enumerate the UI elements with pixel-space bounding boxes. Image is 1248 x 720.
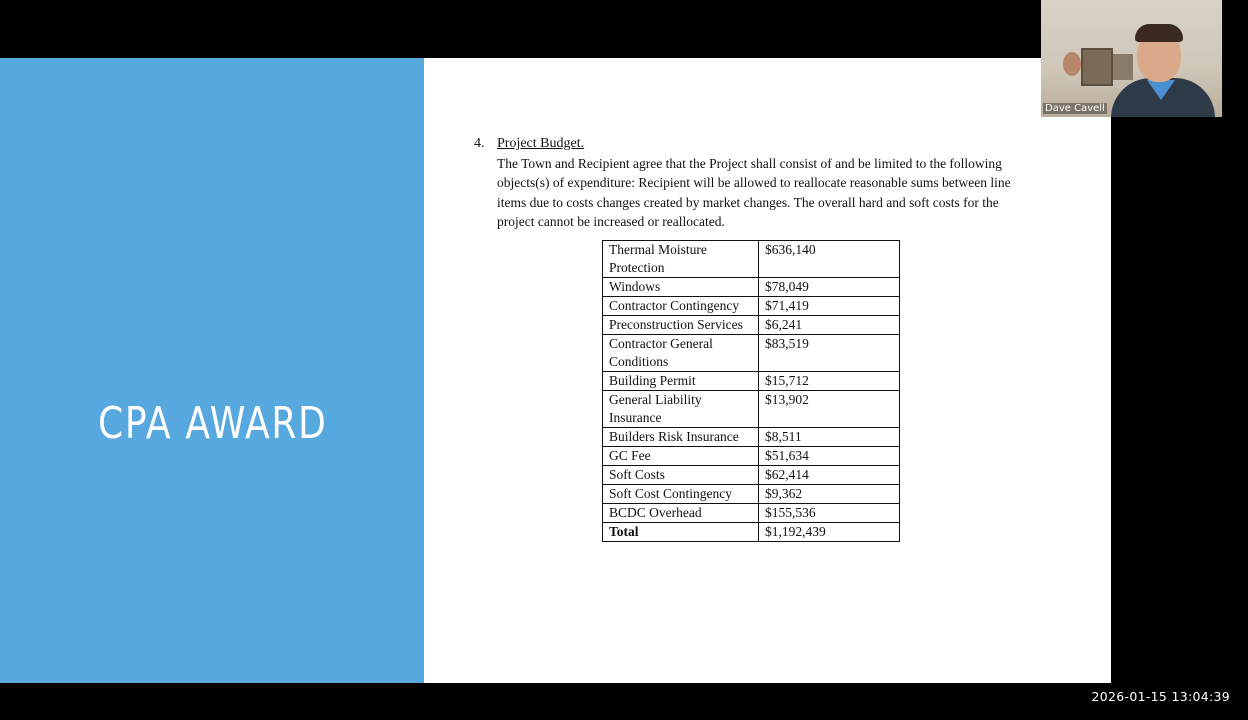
budget-amount: $83,519 [759, 335, 900, 372]
table-row [603, 466, 900, 485]
budget-item: General Liability Insurance [603, 391, 759, 428]
budget-item: Windows [603, 278, 759, 297]
section-paragraph: The Town and Recipient agree that the Project shall consist of and be limited to the following objects(s) of expenditure: Recipient will be allowed to reallocate reasonable sums between line items due to costs changes created by market changes. The overall hard and soft costs for the project cannot be increased or reallocated. [497, 156, 1011, 229]
wall-picture-small [1113, 54, 1133, 80]
budget-amount: $9,362 [759, 485, 900, 504]
section-heading: Project Budget. [497, 136, 585, 151]
section-number: 4. [474, 136, 485, 151]
table-row [603, 278, 900, 297]
slide-title: CPA AWARD [98, 398, 328, 449]
budget-amount: $155,536 [759, 504, 900, 523]
budget-item: Thermal Moisture Protection [603, 241, 759, 278]
budget-item: Soft Costs [603, 466, 759, 485]
budget-item: Builders Risk Insurance [603, 428, 759, 447]
table-row [603, 316, 900, 335]
budget-item: Soft Cost Contingency [603, 485, 759, 504]
budget-table [602, 240, 900, 542]
budget-item: Building Permit [603, 372, 759, 391]
table-row [603, 504, 900, 523]
table-row [603, 523, 900, 542]
background-person [1063, 52, 1081, 76]
table-row [603, 485, 900, 504]
wall-picture [1081, 48, 1113, 86]
table-row [603, 335, 900, 372]
budget-amount: $15,712 [759, 372, 900, 391]
table-row [603, 447, 900, 466]
budget-amount: $51,634 [759, 447, 900, 466]
budget-amount: $71,419 [759, 297, 900, 316]
table-row [603, 428, 900, 447]
participant-video-tile[interactable] [1041, 0, 1222, 117]
budget-amount: $6,241 [759, 316, 900, 335]
table-row [603, 241, 900, 278]
budget-item: Preconstruction Services [603, 316, 759, 335]
slide-title-panel [0, 58, 424, 683]
budget-amount: $78,049 [759, 278, 900, 297]
budget-item: Contractor Contingency [603, 297, 759, 316]
budget-amount: $62,414 [759, 466, 900, 485]
document-page [424, 58, 1111, 683]
recording-timestamp: 2026-01-15 13:04:39 [1091, 689, 1230, 704]
budget-item: Contractor General Conditions [603, 335, 759, 372]
slide-document-panel [424, 58, 1111, 683]
budget-amount: $13,902 [759, 391, 900, 428]
budget-item: BCDC Overhead [603, 504, 759, 523]
participant-hair [1135, 24, 1183, 42]
budget-item: Total [603, 523, 759, 542]
table-row [603, 391, 900, 428]
participant-name-label: Dave Cavell [1045, 103, 1105, 114]
table-row [603, 372, 900, 391]
budget-amount: $1,192,439 [759, 523, 900, 542]
table-row [603, 297, 900, 316]
budget-item: GC Fee [603, 447, 759, 466]
budget-amount: $636,140 [759, 241, 900, 278]
budget-amount: $8,511 [759, 428, 900, 447]
